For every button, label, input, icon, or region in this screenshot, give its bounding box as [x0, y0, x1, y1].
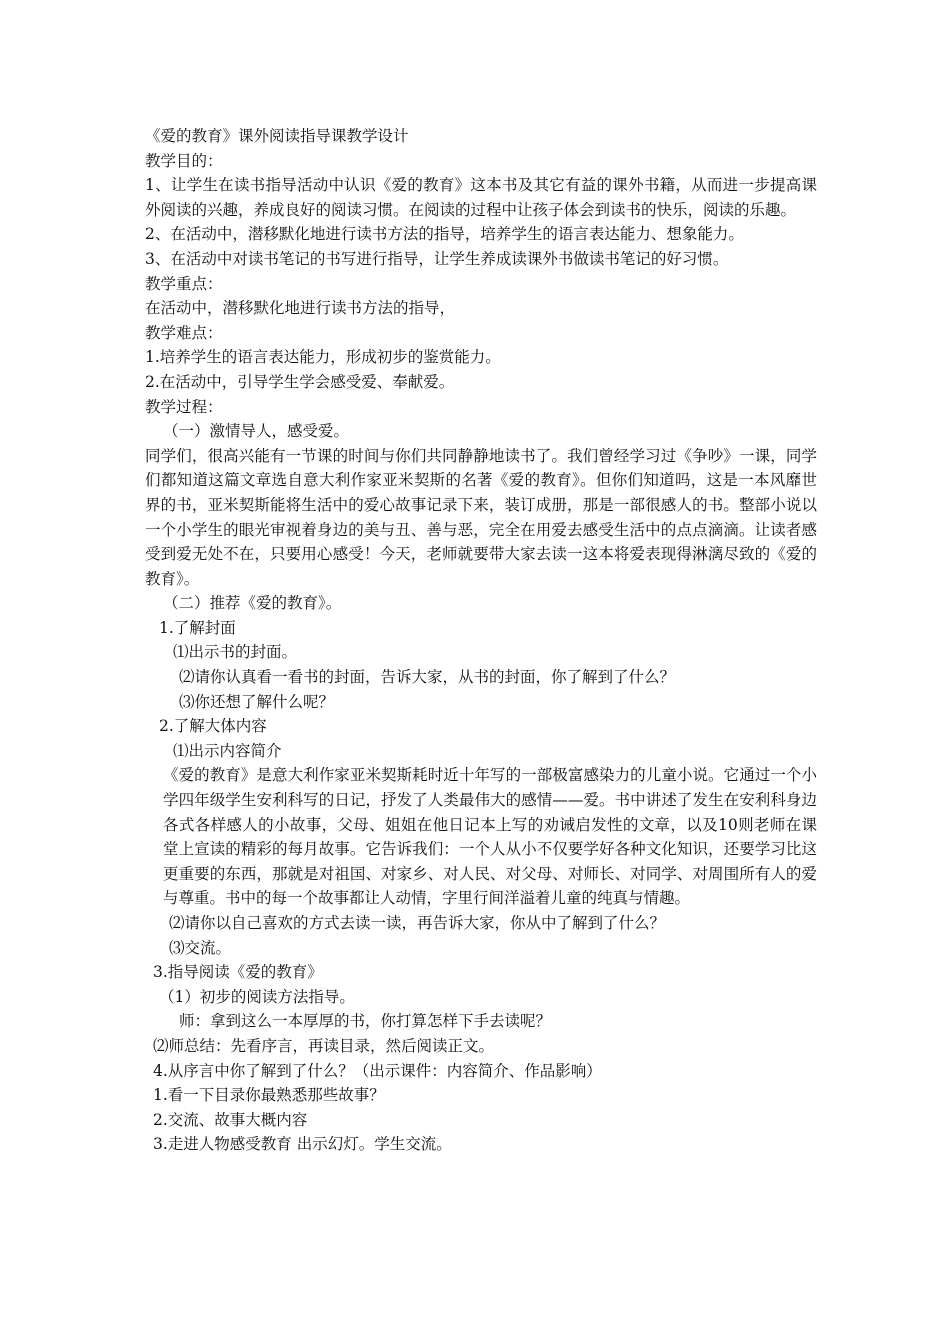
step-2-2-item-1: ⑴出示内容简介	[173, 741, 282, 760]
heading-key-points: 教学重点：	[145, 274, 223, 293]
step-2-4-heading: 4.从序言中你了解到了什么？（出示课件：内容简介、作品影响）	[153, 1061, 602, 1080]
difficulty-2: 2.在活动中，引导学生学会感受爱、奉献爱。	[145, 372, 455, 391]
step-2-1-item-3: ⑶你还想了解什么呢？	[179, 692, 335, 711]
book-summary: 《爱的教育》是意大利作家亚米契斯耗时近十年写的一部极富感染力的儿童小说。它通过一个小学四年级学生安利科写的日记，抒发了人类最伟大的感情——爱。书中讲述了发生在安利科身边各式各样感人的小故事，父母、姐姐在他日记本上写的劝诫启发性的文章，以及10则老师在课堂上宣读的精彩的每月故事。它告诉我们：一个人从小不仅要学好各种文化知识，还要学习比这更重要的东西，那就是对祖国、对家乡、对人民、对父母、对师长、对同学、对周围所有人的爱与尊重。书中的每一个故事都让人动情，字里行间洋溢着儿童的纯真与情趣。	[163, 766, 817, 908]
step-2-2-item-3: ⑶交流。	[169, 938, 232, 957]
step-2-1-item-2: ⑵请你认真看一看书的封面，告诉大家，从书的封面，你了解到了什么？	[179, 668, 676, 687]
step-2-1-heading: 1.了解封面	[159, 618, 236, 637]
step-2-1-item-1: ⑴出示书的封面。	[173, 643, 298, 662]
difficulty-1: 1.培养学生的语言表达能力，形成初步的鉴赏能力。	[145, 348, 501, 367]
step-2-heading: （二）推荐《爱的教育》。	[163, 594, 342, 613]
heading-teaching-goals: 教学目的：	[145, 151, 223, 170]
activity-1: 1.看一下目录你最熟悉那些故事？	[153, 1086, 385, 1105]
goal-2: 2、在活动中，潜移默化地进行读书方法的指导，培养学生的语言表达能力、想象能力。	[145, 225, 744, 244]
step-2-3-item-1: （1）初步的阅读方法指导。	[159, 987, 355, 1006]
activity-2: 2.交流、故事大概内容	[153, 1110, 308, 1129]
goal-3: 3、在活动中对读书笔记的书写进行指导，让学生养成读课外书做读书笔记的好习惯。	[145, 249, 729, 268]
key-point: 在活动中，潜移默化地进行读书方法的指导，	[145, 299, 456, 318]
step-2-2-item-2: ⑵请你以自己喜欢的方式去读一读，再告诉大家，你从中了解到了什么？	[169, 914, 666, 932]
step-1-heading: （一）激情导人，感受爱。	[163, 422, 350, 441]
heading-process: 教学过程：	[145, 397, 223, 416]
goal-1: 1、让学生在读书指导活动中认识《爱的教育》这本书及其它有益的课外书籍，从而进一步提高课外阅读的兴趣，养成良好的阅读习惯。在阅读的过程中让孩子体会到读书的快乐，阅读的乐趣。	[145, 176, 817, 219]
heading-difficulties: 教学难点：	[145, 323, 223, 342]
step-2-3-heading: 3.指导阅读《爱的教育》	[153, 963, 323, 982]
document-body	[145, 124, 817, 1157]
step-1-body: 同学们，很高兴能有一节课的时间与你们共同静静地读书了。我们曾经学习过《争吵》一课，同学们都知道这篇文章选自意大利作家亚米契斯的名著《爱的教育》。但你们知道吗，这是一本风靡世界的书，亚米契斯能将生活中的爱心故事记录下来，装订成册，那是一部很感人的书。整部小说以一个小学生的眼光审视着身边的美与丑、善与恶，完全在用爱去感受生活中的点点滴滴。让读者感受到爱无处不在，只要用心感受！今天，老师就要带大家去读一这本将爱表现得淋漓尽致的《爱的教育》。	[145, 446, 817, 588]
activity-3: 3.走进人物感受教育 出示幻灯。学生交流。	[153, 1135, 452, 1154]
step-2-2-heading: 2.了解大体内容	[159, 717, 267, 736]
teacher-summary: ⑵师总结：先看序言，再读目录，然后阅读正文。	[153, 1036, 495, 1055]
teacher-question: 师：拿到这么一本厚厚的书，你打算怎样下手去读呢？	[179, 1012, 552, 1031]
document-title: 《爱的教育》课外阅读指导课教学设计	[145, 127, 409, 145]
